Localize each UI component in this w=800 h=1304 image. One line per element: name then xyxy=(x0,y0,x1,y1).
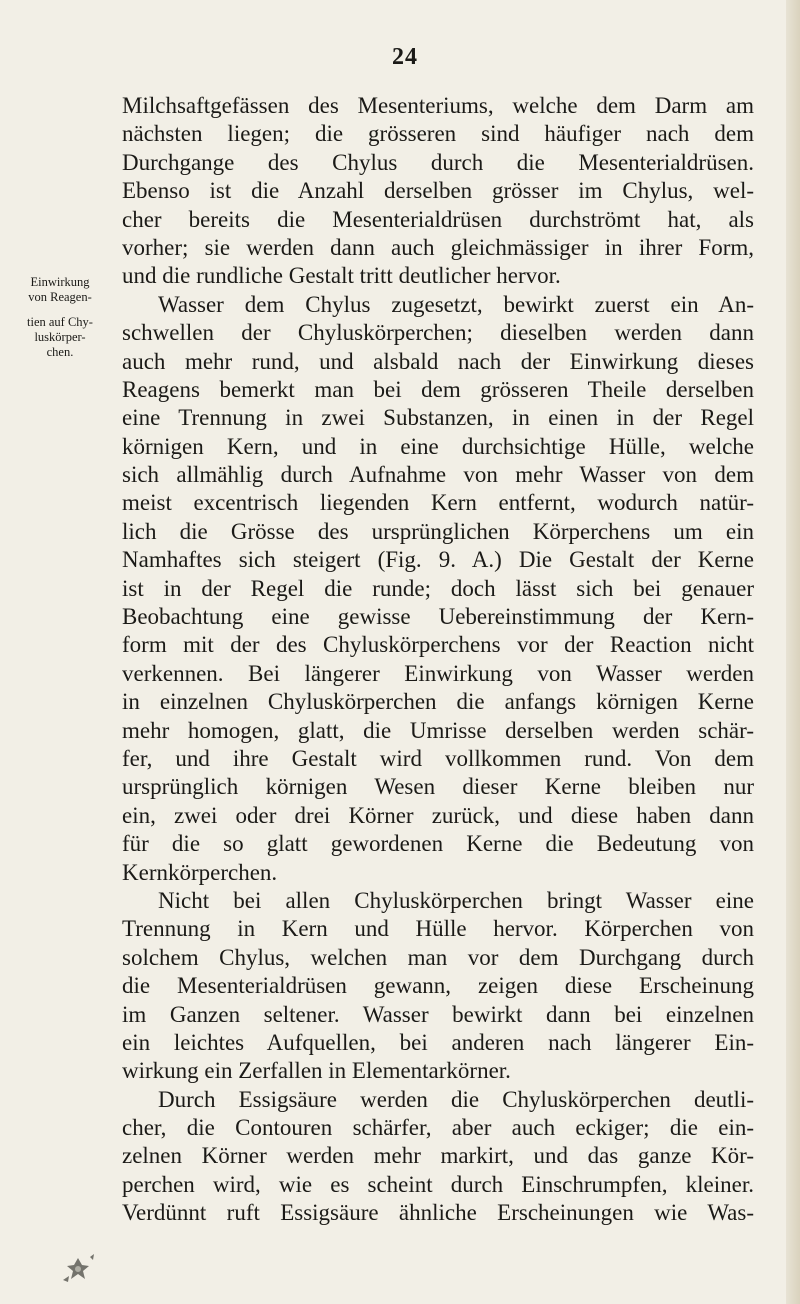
text-line: Namhaftes sich steigert (Fig. 9. A.) Die Gestalt der Kerne xyxy=(122,547,754,573)
text-line: eine Trennung in zwei Substanzen, in einen in der Regel xyxy=(122,405,754,431)
marginal-note-line: von Reagen- xyxy=(28,290,92,304)
body-text xyxy=(122,92,754,1228)
text-line: auch mehr rund, und alsbald nach der Einwirkung dieses xyxy=(122,348,754,374)
text-line: Trennung in Kern und Hülle hervor. Körperchen von xyxy=(122,916,754,942)
text-line: ist in der Regel die runde; doch lässt sich bei genauer xyxy=(122,575,754,601)
text-line: schwellen der Chyluskörperchen; dieselben werden dann xyxy=(122,320,754,346)
library-stamp-icon xyxy=(60,1252,96,1286)
text-line: für die so glatt gewordenen Kerne die Bedeutung von xyxy=(122,831,754,857)
marginal-note-line: chen. xyxy=(46,345,74,359)
text-line: verkennen. Bei längerer Einwirkung von Wasser werden xyxy=(122,660,754,686)
marginal-note-line: tien auf Chy- xyxy=(27,315,93,329)
text-line: form mit der des Chyluskörperchens vor der Reaction nicht xyxy=(122,632,754,658)
text-line: perchen wird, wie es scheint durch Einschrumpfen, kleiner. xyxy=(122,1171,754,1197)
text-line: Ebenso ist die Anzahl derselben grösser im Chylus, wel- xyxy=(122,178,754,204)
text-line: vorher; sie werden dann auch gleichmässiger in ihrer Form, xyxy=(122,234,754,260)
text-line: ein, zwei oder drei Körner zurück, und diese haben dann xyxy=(122,802,754,828)
text-line: meist excentrisch liegenden Kern entfernt, wodurch natür- xyxy=(122,490,754,516)
text-line: Durchgange des Chylus durch die Mesenterialdrüsen. xyxy=(122,149,754,175)
text-line: Wasser dem Chylus zugesetzt, bewirkt zuerst ein An- xyxy=(158,291,754,317)
text-line: mehr homogen, glatt, die Umrisse derselben werden schär- xyxy=(122,717,754,743)
text-line: Verdünnt ruft Essigsäure ähnliche Erscheinungen wie Was- xyxy=(122,1200,754,1226)
text-line: cher, die Contouren schärfer, aber auch eckiger; die ein- xyxy=(122,1115,754,1141)
marginal-note-line: luskörper- xyxy=(34,330,86,344)
marginal-note-line: Einwirkung xyxy=(30,275,90,289)
text-line: ein leichtes Aufquellen, bei anderen nach längerer Ein- xyxy=(122,1029,754,1055)
text-line: zelnen Körner werden mehr markirt, und das ganze Kör- xyxy=(122,1143,754,1169)
text-line: Kernkörperchen. xyxy=(122,859,278,885)
text-line: wirkung ein Zerfallen in Elementarkörner. xyxy=(122,1058,511,1084)
text-line: sich allmählig durch Aufnahme von mehr Wasser von dem xyxy=(122,462,754,488)
text-line: Durch Essigsäure werden die Chyluskörperchen deutli- xyxy=(158,1086,754,1112)
text-line: ursprünglich körnigen Wesen dieser Kerne bleiben nur xyxy=(122,774,754,800)
text-line: die Mesenterialdrüsen gewann, zeigen diese Erscheinung xyxy=(122,973,754,999)
page-number: 24 xyxy=(392,44,418,70)
marginal-note xyxy=(4,275,116,360)
text-line: solchem Chylus, welchen man vor dem Durchgang durch xyxy=(122,944,754,970)
text-line: cher bereits die Mesenterialdrüsen durchströmt hat, als xyxy=(122,206,754,232)
text-line: Reagens bemerkt man bei dem grösseren Theile derselben xyxy=(122,376,754,402)
text-line: Milchsaftgefässen des Mesenteriums, welche dem Darm am xyxy=(122,93,754,118)
text-line: Nicht bei allen Chyluskörperchen bringt Wasser eine xyxy=(158,887,754,913)
text-line: lich die Grösse des ursprünglichen Körperchens um ein xyxy=(122,518,754,544)
text-line: und die rundliche Gestalt tritt deutlicher hervor. xyxy=(122,263,561,289)
text-line: im Ganzen seltener. Wasser bewirkt dann bei einzelnen xyxy=(122,1001,754,1027)
page-edge xyxy=(786,0,800,1304)
text-line: körnigen Kern, und in eine durchsichtige Hülle, welche xyxy=(122,433,754,459)
text-line: nächsten liegen; die grösseren sind häufiger nach dem xyxy=(122,121,754,147)
text-line: in einzelnen Chyluskörperchen die anfangs körnigen Kerne xyxy=(122,689,754,715)
text-line: fer, und ihre Gestalt wird vollkommen rund. Von dem xyxy=(122,745,754,771)
text-line: Beobachtung eine gewisse Uebereinstimmung der Kern- xyxy=(122,604,754,630)
